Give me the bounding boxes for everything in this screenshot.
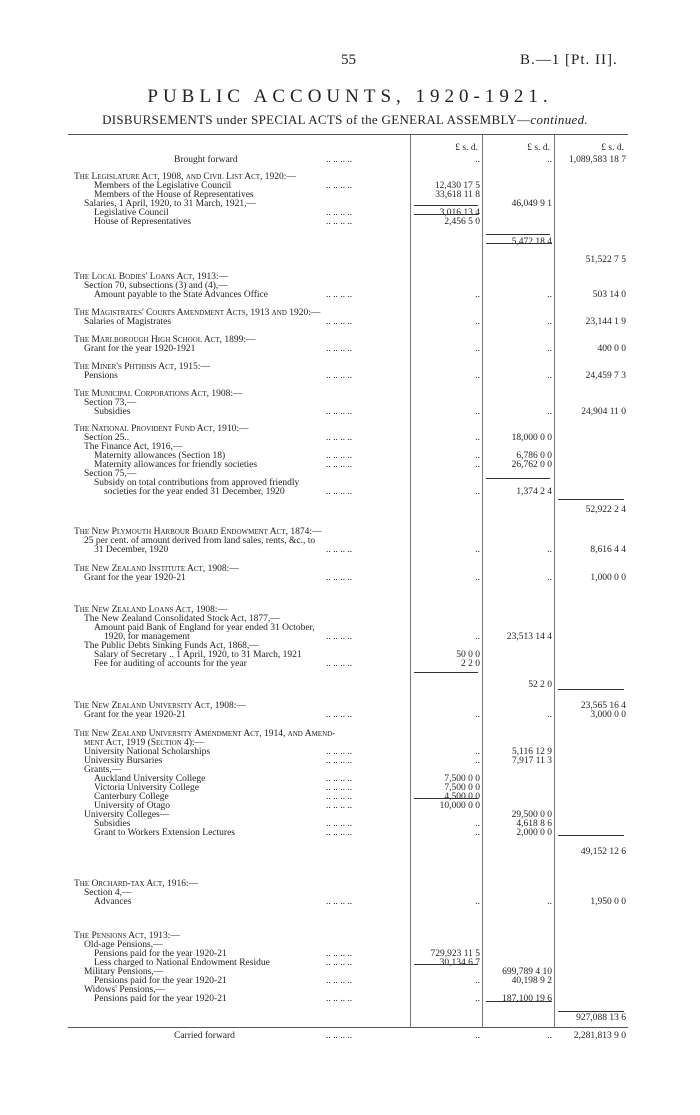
row-label: Canterbury College bbox=[94, 792, 169, 802]
column-header-3: £ s. d. bbox=[601, 143, 624, 153]
amount-c2: 26,762 0 0 bbox=[511, 460, 552, 470]
leader-dots: .. .. .. .. bbox=[326, 217, 353, 227]
amount-c2: .. bbox=[547, 344, 552, 354]
leader-dots: .. .. .. .. bbox=[326, 897, 353, 907]
leader-dots: .. .. .. .. bbox=[326, 783, 353, 793]
amount-c1: .. bbox=[475, 819, 480, 829]
row-label: ment Act, 1919 (Section 4):— bbox=[84, 738, 205, 748]
row-label: The Municipal Corporations Act, 1908:— bbox=[74, 389, 243, 399]
row-label: The Finance Act, 1916,— bbox=[84, 442, 183, 452]
leader-dots: .. .. .. .. bbox=[326, 208, 353, 218]
leader-dots: .. .. .. .. bbox=[326, 747, 353, 757]
leader-dots: .. .. .. .. bbox=[326, 487, 353, 497]
amount-c1: 3,016 13 4 bbox=[439, 208, 480, 218]
amount-c3: 2,281,813 9 0 bbox=[573, 1031, 626, 1041]
sum-rule bbox=[558, 499, 624, 500]
row-label: Military Pensions,— bbox=[84, 967, 164, 977]
amount-c1: 7,500 0 0 bbox=[444, 774, 480, 784]
amount-c1: .. bbox=[475, 632, 480, 642]
amount-c1: 2,456 5 0 bbox=[444, 217, 480, 227]
amount-c3: 1,089,583 18 7 bbox=[569, 155, 626, 165]
leader-dots: .. .. .. .. bbox=[326, 976, 353, 986]
row-label: Subsidies bbox=[94, 819, 131, 829]
amount-c2: 699,789 4 10 bbox=[502, 967, 552, 977]
amount-c3: 23,565 16 4 bbox=[580, 701, 626, 711]
row-label: The Local Bodies' Loans Act, 1913:— bbox=[74, 272, 229, 282]
amount-c2: 46,049 9 1 bbox=[511, 199, 552, 209]
amount-c3: 23,144 1 9 bbox=[585, 317, 626, 327]
leader-dots: .. .. .. .. bbox=[326, 317, 353, 327]
amount-c2: 23,513 14 4 bbox=[506, 632, 552, 642]
amount-c2: 2,000 0 0 bbox=[516, 828, 552, 838]
row-label: Maternity allowances (Section 18) bbox=[94, 451, 226, 461]
row-label: Brought forward bbox=[174, 155, 238, 165]
column-header-1: £ s. d. bbox=[455, 143, 478, 153]
row-label: Section 70, subsections (3) and (4),— bbox=[84, 281, 228, 291]
leader-dots: .. .. .. .. bbox=[326, 460, 353, 470]
row-label: House of Representatives bbox=[94, 217, 192, 227]
amount-c1: .. bbox=[475, 290, 480, 300]
row-label: Section 25.. bbox=[84, 433, 130, 443]
amount-c2: .. bbox=[547, 317, 552, 327]
row-label: The Magistrates' Courts Amendment Acts, 1913 and 1920:— bbox=[74, 308, 321, 318]
amount-c1: 7,500 0 0 bbox=[444, 783, 480, 793]
row-label: Grant to Workers Extension Lectures bbox=[94, 828, 235, 838]
amount-c1: .. bbox=[475, 1031, 480, 1041]
row-label: Maternity allowances for friendly societies bbox=[94, 460, 258, 470]
document-reference: B.—1 [Pt. II]. bbox=[520, 52, 618, 68]
row-label: University Bursaries bbox=[84, 756, 163, 766]
amount-c3: 927,088 13 6 bbox=[576, 1013, 626, 1023]
row-label: The Pensions Act, 1913:— bbox=[74, 931, 180, 941]
amount-c1: .. bbox=[475, 710, 480, 720]
amount-c3: 400 0 0 bbox=[597, 344, 626, 354]
sum-rule bbox=[486, 234, 550, 235]
leader-dots: .. .. .. .. bbox=[326, 792, 353, 802]
amount-c1: .. bbox=[475, 407, 480, 417]
row-label: Carried forward bbox=[174, 1031, 235, 1041]
row-label: Auckland University College bbox=[94, 774, 206, 784]
leader-dots: .. .. .. .. bbox=[326, 451, 353, 461]
row-label: Members of the Legislative Council bbox=[94, 181, 232, 191]
amount-c2: .. bbox=[547, 710, 552, 720]
row-label: Salary of Secretary .. 1 April, 1920, to 31 March, 1921 bbox=[94, 650, 302, 660]
amount-c2: .. bbox=[547, 897, 552, 907]
row-label: Salaries, 1 April, 1920, to 31 March, 1921,— bbox=[84, 199, 257, 209]
leader-dots: .. .. .. .. bbox=[326, 155, 353, 165]
leader-dots: .. .. .. .. bbox=[326, 344, 353, 354]
amount-c3: 1,950 0 0 bbox=[590, 897, 626, 907]
leader-dots: .. .. .. .. bbox=[326, 756, 353, 766]
row-label: Pensions bbox=[84, 371, 118, 381]
leader-dots: .. .. .. .. bbox=[326, 659, 353, 669]
row-label: Salaries of Magistrates bbox=[84, 317, 172, 327]
row-label: The Legislature Act, 1908, and Civil List Act, 1920:— bbox=[74, 172, 296, 182]
sum-rule bbox=[486, 478, 550, 479]
leader-dots: .. .. .. .. bbox=[326, 994, 353, 1004]
amount-c2: 52 2 0 bbox=[528, 680, 552, 690]
row-label: The New Zealand Consolidated Stock Act, 1877,— bbox=[84, 614, 280, 624]
row-label: Section 4,— bbox=[84, 888, 132, 898]
row-label: University National Scholarships bbox=[84, 747, 211, 757]
amount-c2: 29,500 0 0 bbox=[511, 810, 552, 820]
row-label: Grant for the year 1920-21 bbox=[84, 710, 186, 720]
row-label: The National Provident Fund Act, 1910:— bbox=[74, 424, 249, 434]
row-label: societies for the year ended 31 December, 1920 bbox=[104, 487, 285, 497]
sum-rule bbox=[558, 1011, 624, 1012]
row-label: Pensions paid for the year 1920-21 bbox=[94, 976, 227, 986]
amount-c1: .. bbox=[475, 451, 480, 461]
amount-c1: .. bbox=[475, 747, 480, 757]
amount-c3: 24,459 7 3 bbox=[585, 371, 626, 381]
amount-c2: .. bbox=[547, 407, 552, 417]
amount-c3: 503 14 0 bbox=[592, 290, 626, 300]
row-label: Less charged to National Endowment Residue bbox=[94, 958, 270, 968]
amount-c2: 187,100 19 6 bbox=[502, 994, 552, 1004]
leader-dots: .. .. .. .. bbox=[326, 181, 353, 191]
amount-c1: .. bbox=[475, 487, 480, 497]
row-label: Section 73,— bbox=[84, 398, 137, 408]
row-label: The Marlborough High School Act, 1899:— bbox=[74, 335, 256, 345]
subtitle-continued: continued. bbox=[530, 112, 588, 127]
amount-c1: .. bbox=[475, 460, 480, 470]
row-label: Subsidies bbox=[94, 407, 131, 417]
amount-c1: .. bbox=[475, 897, 480, 907]
leader-dots: .. .. .. .. bbox=[326, 371, 353, 381]
leader-dots: .. .. .. .. bbox=[326, 801, 353, 811]
page-subtitle bbox=[0, 112, 690, 128]
amount-c1: .. bbox=[475, 828, 480, 838]
row-label: Section 75,— bbox=[84, 469, 137, 479]
sum-rule bbox=[558, 835, 624, 836]
amount-c2: 6,786 0 0 bbox=[516, 451, 552, 461]
leader-dots: .. .. .. .. bbox=[326, 828, 353, 838]
sum-rule bbox=[558, 689, 624, 690]
row-label: Victoria University College bbox=[94, 783, 199, 793]
amount-c1: 10,000 0 0 bbox=[439, 801, 480, 811]
amount-c1: .. bbox=[475, 317, 480, 327]
leader-dots: .. .. .. .. bbox=[326, 1031, 353, 1041]
leader-dots: .. .. .. .. bbox=[326, 710, 353, 720]
row-label: The New Plymouth Harbour Board Endowment Act, 1874:— bbox=[74, 527, 322, 537]
row-label: Widows' Pensions,— bbox=[84, 985, 166, 995]
amount-c1: 729,923 11 5 bbox=[430, 949, 480, 959]
amount-c2: 5,116 12 9 bbox=[511, 747, 552, 757]
row-label: 31 December, 1920 bbox=[94, 545, 169, 555]
amount-c3: 1,000 0 0 bbox=[590, 573, 626, 583]
amount-c3: 3,000 0 0 bbox=[590, 710, 626, 720]
row-label: Pensions paid for the year 1920-21 bbox=[94, 994, 227, 1004]
amount-c1: .. bbox=[475, 433, 480, 443]
row-label: Legislative Council bbox=[94, 208, 169, 218]
row-label: Fee for auditing of accounts for the year bbox=[94, 659, 247, 669]
leader-dots: .. .. .. .. bbox=[326, 573, 353, 583]
amount-c1: 30,134 6 7 bbox=[439, 958, 480, 968]
amount-c2: .. bbox=[547, 573, 552, 583]
row-label: Advances bbox=[94, 897, 132, 907]
leader-dots: .. .. .. .. bbox=[326, 407, 353, 417]
leader-dots: .. .. .. .. bbox=[326, 949, 353, 959]
row-label: Pensions paid for the year 1920-21 bbox=[94, 949, 227, 959]
amount-c1: .. bbox=[475, 344, 480, 354]
row-label: 1920, for management bbox=[104, 632, 190, 642]
amount-c2: .. bbox=[547, 1031, 552, 1041]
row-label: Grant for the year 1920-1921 bbox=[84, 344, 196, 354]
amount-c2: .. bbox=[547, 545, 552, 555]
row-label: The Miner's Phthisis Act, 1915:— bbox=[74, 362, 210, 372]
amount-c3: 51,522 7 5 bbox=[585, 255, 626, 265]
amount-c1: 50 0 0 bbox=[456, 650, 480, 660]
row-label: The Public Debts Sinking Funds Act, 1868,— bbox=[84, 641, 259, 651]
leader-dots: .. .. .. .. bbox=[326, 545, 353, 555]
row-label: Grant for the year 1920-21 bbox=[84, 573, 186, 583]
amount-c2: 40,198 9 2 bbox=[511, 976, 552, 986]
row-label: Subsidy on total contributions from approved friendly bbox=[94, 478, 300, 488]
amount-c1: .. bbox=[475, 756, 480, 766]
amount-c2: .. bbox=[547, 290, 552, 300]
amount-c1: 4,500 0 0 bbox=[444, 792, 480, 802]
amount-c2: 7,917 11 3 bbox=[511, 756, 552, 766]
row-label: Members of the House of Representatives bbox=[94, 190, 254, 200]
row-label: Grants,— bbox=[84, 765, 122, 775]
disbursements-table bbox=[68, 134, 628, 1041]
sum-rule bbox=[414, 964, 478, 965]
row-label: The New Zealand Institute Act, 1908:— bbox=[74, 564, 239, 574]
amount-c3: 8,616 4 4 bbox=[590, 545, 626, 555]
row-label: Old-age Pensions,— bbox=[84, 940, 163, 950]
row-label: Amount payable to the State Advances Office bbox=[94, 290, 268, 300]
row-label: The New Zealand Loans Act, 1908:— bbox=[74, 605, 227, 615]
amount-c2: 5,472 18 4 bbox=[511, 237, 552, 247]
leader-dots: .. .. .. .. bbox=[326, 632, 353, 642]
amount-c2: .. bbox=[547, 371, 552, 381]
sum-rule bbox=[414, 214, 478, 215]
amount-c2: 4,618 8 6 bbox=[516, 819, 552, 829]
sum-rule bbox=[414, 672, 478, 673]
sum-rule bbox=[486, 243, 552, 244]
page-title: PUBLIC ACCOUNTS, 1920-1921. bbox=[147, 86, 553, 107]
amount-c1: 2 2 0 bbox=[461, 659, 480, 669]
subtitle-main: DISBURSEMENTS under SPECIAL ACTS of the GENERAL ASSEMBLY— bbox=[102, 112, 531, 127]
row-label: The New Zealand University Act, 1908:— bbox=[74, 701, 246, 711]
amount-c1: .. bbox=[475, 155, 480, 165]
column-header-2: £ s. d. bbox=[527, 143, 550, 153]
amount-c2: .. bbox=[547, 155, 552, 165]
leader-dots: .. .. .. .. bbox=[326, 433, 353, 443]
amount-c3: 24,904 11 0 bbox=[581, 407, 626, 417]
page-number: 55 bbox=[341, 52, 356, 68]
amount-c1: .. bbox=[475, 976, 480, 986]
amount-c1: .. bbox=[475, 545, 480, 555]
row-label: 25 per cent. of amount derived from land sales, rents, &c., to bbox=[84, 536, 316, 546]
row-label: University Colleges— bbox=[84, 810, 170, 820]
row-label: Amount paid Bank of England for year ended 31 October, bbox=[94, 623, 315, 633]
row-label: University of Otago bbox=[94, 801, 170, 811]
row-label: The New Zealand University Amendment Act, 1914, and Amend- bbox=[74, 729, 336, 739]
leader-dots: .. .. .. .. bbox=[326, 774, 353, 784]
leader-dots: .. .. .. .. bbox=[326, 290, 353, 300]
sum-rule bbox=[486, 1001, 552, 1002]
amount-c2: 18,000 0 0 bbox=[511, 433, 552, 443]
leader-dots: .. .. .. .. bbox=[326, 819, 353, 829]
amount-c2: 1,374 2 4 bbox=[516, 487, 552, 497]
amount-c3: 49,152 12 6 bbox=[580, 847, 626, 857]
row-label: The Orchard-tax Act, 1916:— bbox=[74, 879, 199, 889]
amount-c1: 12,430 17 5 bbox=[434, 181, 480, 191]
amount-c3: 52,922 2 4 bbox=[585, 505, 626, 515]
leader-dots: .. .. .. .. bbox=[326, 958, 353, 968]
sum-rule bbox=[414, 798, 478, 799]
amount-c1: .. bbox=[475, 994, 480, 1004]
amount-c1: 33,618 11 8 bbox=[435, 190, 480, 200]
sum-rule bbox=[414, 205, 478, 206]
amount-c1: .. bbox=[475, 573, 480, 583]
amount-c1: .. bbox=[475, 371, 480, 381]
